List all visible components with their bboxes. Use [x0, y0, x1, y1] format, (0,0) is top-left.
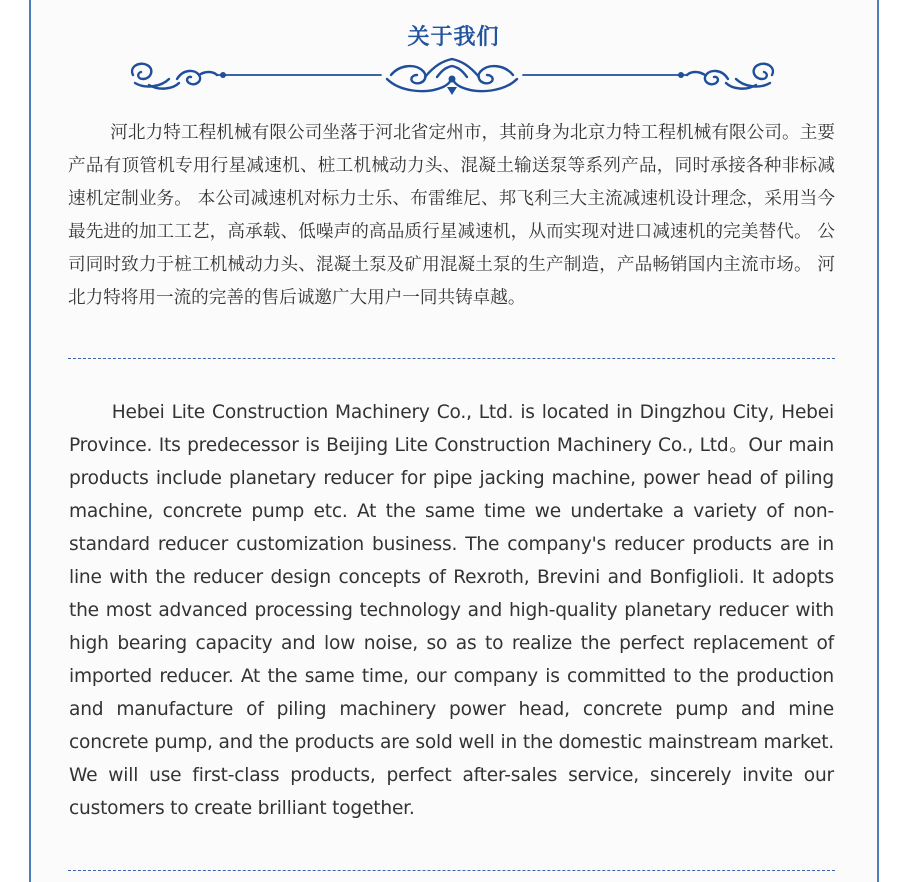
- section-title: 关于我们: [407, 25, 500, 50]
- dashed-divider: [68, 870, 835, 871]
- scroll-flourish-divider-icon: [125, 57, 780, 97]
- dashed-divider: [68, 358, 835, 359]
- intro-paragraph-chinese: 河北力特工程机械有限公司坐落于河北省定州市，其前身为北京力特工程机械有限公司。主要产品有顶管机专用行星减速机、桩工机械动力头、混凝土输送泵等系列产品，同时承接各种非标减速机定制业务。 本公司减速机对标力士乐、布雷维尼、邦飞利三大主流减速机设计理念，采用当今最先进的加工工艺，高承载、低噪声的高品质行星减速机，从而实现对进口减速机的完美替代。 公司同时致力于桩工机械动力头、混凝土泵及矿用混凝土泵的生产制造，产品畅销国内主流市场。 河北力特将用一流的完善的售后诚邀广大用户一同共铸卓越。: [68, 123, 835, 308]
- intro-paragraph-english: Hebei Lite Construction Machinery Co., Ltd. is located in Dingzhou City, Hebei Province. Its predecessor is Beijing Lite Construction Machinery Co., Ltd。Our main products include planetary reducer for pipe jacking machine, power head of piling machine, concrete pump etc. At the same time we undertake a variety of non-standard reducer customization business. The company's reducer products are in line with the reducer design concepts of Rexroth, Brevini and Bonfiglioli. It adopts the most advanced processing technology and high-quality planetary reducer with high bearing capacity and low noise, so as to realize the perfect replacement of imported reducer. At the same time, our company is committed to the production and manufacture of piling machinery power head, concrete pump and mine concrete pump, and the products are sold well in the domestic mainstream market. We will use first-class products, perfect after-sales service, sincerely invite our customers to create brilliant together.: [69, 402, 834, 819]
